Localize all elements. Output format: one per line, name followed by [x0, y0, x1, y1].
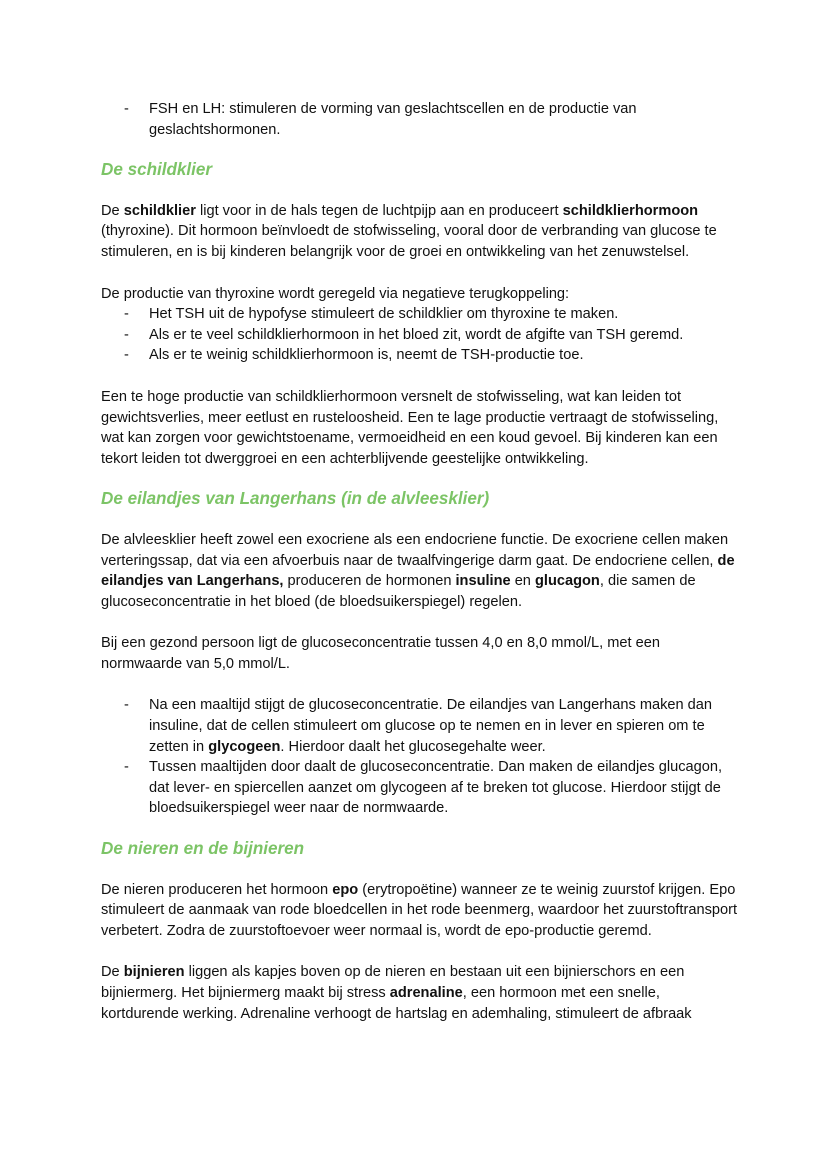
bullet-dash: -: [124, 326, 129, 343]
bold-term: adrenaline: [389, 985, 463, 1001]
list-item: [101, 325, 741, 346]
paragraph: De schildklier ligt voor in de hals tegen de luchtpijp aan en produceert schildklierhormoon (thyroxine). Dit hormoon beïnvloedt de stofwisseling, vooral door de verbranding van glucose te stimuleren, en is bij kinderen belangrijk voor de groei en ontwikkeling van het zenuwstelsel.: [101, 202, 717, 260]
bullet-dash: -: [124, 101, 129, 117]
bold-term: insuline: [455, 573, 511, 590]
list-item-text: Als er te weinig schildklierhormoon is, neemt de TSH-productie toe.: [149, 347, 584, 364]
document-page: [101, 99, 741, 1024]
bold-term: glucagon: [534, 573, 600, 590]
bold-term: de eilandjes van Langerhans,: [101, 552, 735, 590]
bold-term: schildklierhormoon: [562, 202, 699, 219]
list-item: [101, 304, 741, 325]
bullet-dash: -: [124, 759, 129, 776]
section-heading-nieren: De nieren en de bijnieren: [101, 839, 305, 859]
list-item-text: Na een maaltijd stijgt de glucoseconcentratie. De eilandjes van Langerhans maken dan insuline, dat de cellen stimuleert om glucose op te nemen en in lever en spieren om te zetten in glycogeen. Hierdoor daalt het glucosegehalte weer.: [149, 697, 713, 755]
intro-list: [101, 99, 741, 140]
paragraph: De alvleesklier heeft zowel een exocriene als een endocriene functie. De exocriene cellen maken verteringssap, dat via een afvoerbuis naar de twaalfvingerige darm gaat. De endocriene cellen, de eilandjes van Langerhans, produceren de hormonen insuline en glucagon, die samen de glucoseconcentratie in het bloed (de bloedsuikerspiegel) regelen.: [101, 531, 735, 610]
feedback-list: [101, 304, 741, 366]
bold-term: bijnieren: [123, 964, 185, 981]
section-heading-schildklier: De schildklier: [101, 160, 213, 180]
list-item: [101, 757, 741, 819]
list-item: [101, 695, 741, 757]
bold-term: schildklier: [123, 202, 196, 219]
list-item-text: Tussen maaltijden door daalt de glucoseconcentratie. Dan maken de eilandjes glucagon, dat lever- en spiercellen aanzet om glycogeen af te breken tot glucose. Hierdoor stijgt de bloedsuikerspiegel weer naar de normwaarde.: [149, 759, 723, 817]
bold-term: glycogeen: [208, 738, 281, 755]
bullet-dash: -: [124, 697, 129, 714]
bullet-dash: -: [124, 306, 129, 323]
glucose-list: [101, 695, 741, 819]
paragraph: De productie van thyroxine wordt geregeld via negatieve terugkoppeling:: [101, 285, 570, 302]
list-item-text: Als er te veel schildklierhormoon in het bloed zit, wordt de afgifte van TSH geremd.: [149, 326, 684, 343]
paragraph: De bijnieren liggen als kapjes boven op de nieren en bestaan uit een bijnierschors en een bijniermerg. Het bijniermerg maakt bij stress adrenaline, een hormoon met een snelle, kortdurende werking. Adrenaline verhoogt de hartslag en ademhaling, stimuleert de afbraak: [101, 964, 692, 1022]
section-heading-langerhans: De eilandjes van Langerhans (in de alvleesklier): [101, 489, 490, 509]
list-item: [101, 99, 741, 140]
paragraph: Een te hoge productie van schildklierhormoon versnelt de stofwisseling, wat kan leiden tot gewichtsverlies, meer eetlust en rusteloosheid. Een te lage productie vertraagt de stofwisseling, wat kan zorgen voor gewichtstoename, vermoeidheid en een koud gevoel. Bij kinderen kan een tekort leiden tot dwerggroei en een achterblijvende geestelijke ontwikkeling.: [101, 388, 719, 467]
paragraph: Bij een gezond persoon ligt de glucoseconcentratie tussen 4,0 en 8,0 mmol/L, met een normwaarde van 5,0 mmol/L.: [101, 635, 660, 672]
list-item: [101, 345, 741, 366]
bullet-dash: -: [124, 347, 129, 364]
list-item-text: Het TSH uit de hypofyse stimuleert de schildklier om thyroxine te maken.: [149, 306, 619, 323]
bold-term: epo: [332, 881, 359, 898]
list-item-text: FSH en LH: stimuleren de vorming van geslachtscellen en de productie van geslachtshormonen.: [149, 101, 637, 138]
paragraph: De nieren produceren het hormoon epo (erytropoëtine) wanneer ze te weinig zuurstof krijgen. Epo stimuleert de aanmaak van rode bloedcellen in het rode beenmerg, waardoor het zuurstoftransport verbetert. Zodra de zuurstoftoevoer weer normaal is, wordt de epo-productie geremd.: [101, 881, 738, 939]
